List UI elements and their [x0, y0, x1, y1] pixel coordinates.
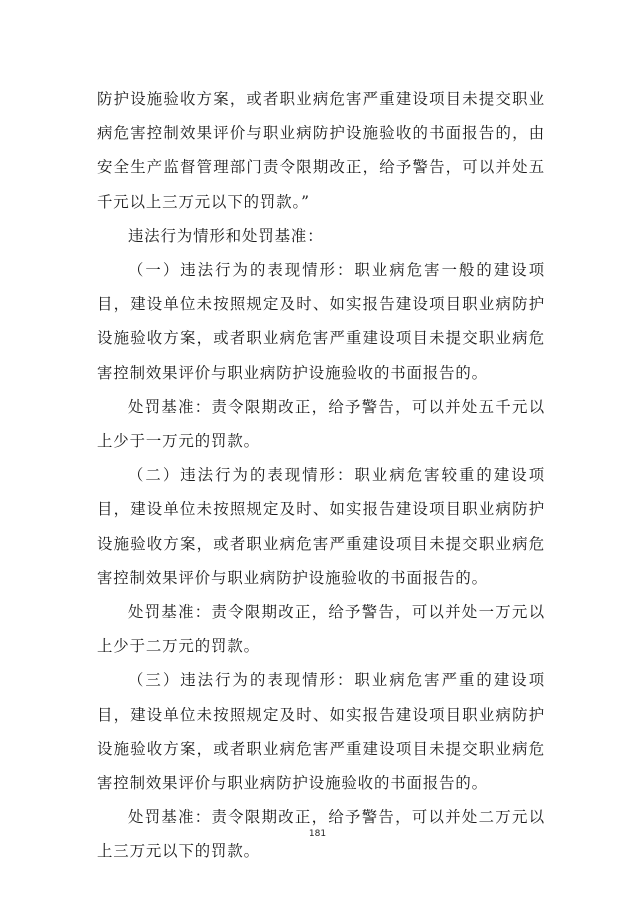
paragraph-case-2: （二）违法行为的表现情形：职业病危害较重的建设项目，建设单位未按照规定及时、如实报告建设项目职业病防护设施验收方案，或者职业病危害严重建设项目未提交职业病危害控制效果评价与职业病防护设施验收的书面报告的。 — [97, 466, 545, 587]
paragraph-penalty-2: 处罚基准：责令限期改正，给予警告，可以并处一万元以上少于二万元的罚款。 — [97, 603, 545, 656]
paragraph-continued: 防护设施验收方案，或者职业病危害严重建设项目未提交职业病危害控制效果评价与职业病防护设施验收的书面报告的，由安全生产监督管理部门责令限期改正，给予警告，可以并处五千元以上三万元以下的罚款。” — [97, 90, 545, 211]
paragraph-penalty-1: 处罚基准：责令限期改正，给予警告，可以并处五千元以上少于一万元的罚款。 — [97, 397, 545, 451]
section-heading: 违法行为情形和处罚基准： — [128, 226, 324, 245]
paragraph-case-3: （三）违法行为的表现情形：职业病危害严重的建设项目，建设单位未按照规定及时、如实报告建设项目职业病防护设施验收方案，或者职业病危害严重建设项目未提交职业病危害控制效果评价与职业病防护设施验收的书面报告的。 — [97, 671, 545, 793]
document-body — [97, 82, 545, 869]
paragraph-penalty-3: 处罚基准：责令限期改正，给予警告，可以并处二万元以上三万元以下的罚款。 — [97, 808, 545, 861]
page-number: 181 — [308, 829, 327, 839]
paragraph-case-1: （一）违法行为的表现情形：职业病危害一般的建设项目，建设单位未按照规定及时、如实报告建设项目职业病防护设施验收方案，或者职业病危害严重建设项目未提交职业病危害控制效果评价与职业病防护设施验收的书面报告的。 — [97, 261, 545, 382]
